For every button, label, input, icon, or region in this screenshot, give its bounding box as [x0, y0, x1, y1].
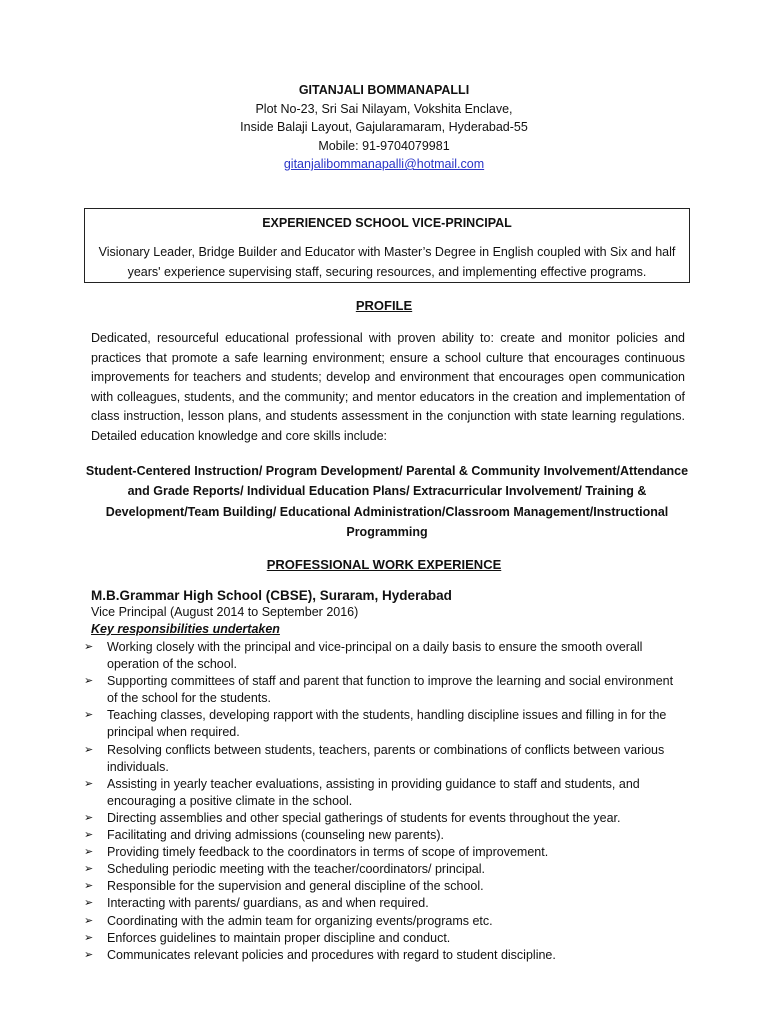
responsibility-text: Facilitating and driving admissions (counseling new parents).	[107, 828, 444, 843]
arrow-bullet-icon: ➢	[84, 863, 94, 876]
arrow-bullet-icon: ➢	[84, 897, 94, 910]
responsibility-item	[84, 861, 684, 878]
responsibility-text: Resolving conflicts between students, teachers, parents or combinations of conflicts between various individuals.	[107, 742, 665, 774]
job-role: Vice Principal (August 2014 to September 2016)	[91, 605, 359, 619]
arrow-bullet-icon: ➢	[84, 675, 94, 688]
responsibility-text: Communicates relevant policies and procedures with regard to student discipline.	[107, 947, 556, 962]
email-link[interactable]: gitanjalibommanapalli@hotmail.com	[283, 157, 485, 171]
responsibility-item	[84, 639, 684, 673]
arrow-bullet-icon: ➢	[84, 880, 94, 893]
experience-heading: PROFESSIONAL WORK EXPERIENCE	[266, 557, 502, 572]
arrow-bullet-icon: ➢	[84, 931, 94, 944]
mobile-number: Mobile: 91-9704079981	[318, 138, 450, 153]
candidate-name: GITANJALI BOMMANAPALLI	[298, 83, 470, 97]
responsibility-text: Scheduling periodic meeting with the teacher/coordinators/ principal.	[107, 862, 485, 877]
summary-box	[84, 208, 690, 283]
responsibility-item	[84, 673, 684, 707]
responsibility-item	[84, 895, 684, 912]
responsibility-text: Teaching classes, developing rapport with the students, handling discipline issues and filling in for the principal when required.	[107, 708, 667, 740]
profile-paragraph: Dedicated, resourceful educational professional with proven ability to: create and monitor policies and practices that promote a safe learning environment; ensure a school culture that encourages continuous improvements for teachers and students; develop and environment that encourages open communication with colleagues, students, and the community; and mentor educators in the creation and implementation of class instruction, lesson plans, and students assessment in the conjunction with state learning regulations. Detailed education knowledge and core skills include:	[91, 331, 685, 443]
responsibility-text: Interacting with parents/ guardians, as and when required.	[107, 896, 429, 911]
arrow-bullet-icon: ➢	[84, 829, 94, 842]
arrow-bullet-icon: ➢	[84, 777, 94, 790]
address-line-2: Inside Balaji Layout, Gajularamaram, Hyderabad-55	[240, 120, 528, 134]
responsibilities-heading: Key responsibilities undertaken	[91, 622, 280, 636]
core-skills: Student-Centered Instruction/ Program Development/ Parental & Community Involvement/Attendance and Grade Reports/ Individual Education Plans/ Extracurricular Involvement/ Training & Development/Team Building/ Educational Administration/Classroom Management/Instructional Programming	[85, 464, 689, 539]
summary-text: Visionary Leader, Bridge Builder and Educator with Master’s Degree in English coupled with Six and half years' experience supervising staff, securing resources, and implementing effective programs.	[98, 245, 676, 279]
responsibility-item	[84, 742, 684, 776]
responsibility-item	[84, 707, 684, 741]
responsibility-item	[84, 878, 684, 895]
arrow-bullet-icon: ➢	[84, 709, 94, 722]
responsibility-item	[84, 827, 684, 844]
responsibility-text: Directing assemblies and other special gatherings of students for events throughout the year.	[107, 810, 621, 825]
employer-name: M.B.Grammar High School (CBSE), Suraram, Hyderabad	[91, 588, 452, 603]
arrow-bullet-icon: ➢	[84, 914, 94, 927]
contact-header	[0, 81, 768, 174]
arrow-bullet-icon: ➢	[84, 811, 94, 824]
responsibilities-list	[84, 639, 684, 964]
responsibility-text: Assisting in yearly teacher evaluations, assisting in providing guidance to staff and students, and encouraging a positive climate in the school.	[107, 776, 640, 808]
arrow-bullet-icon: ➢	[84, 743, 94, 756]
arrow-bullet-icon: ➢	[84, 948, 94, 961]
responsibility-item	[84, 776, 684, 810]
responsibility-text: Coordinating with the admin team for organizing events/programs etc.	[107, 913, 493, 928]
summary-title: EXPERIENCED SCHOOL VICE-PRINCIPAL	[262, 216, 512, 230]
address-line-1: Plot No-23, Sri Sai Nilayam, Vokshita Enclave,	[255, 101, 513, 116]
responsibility-text: Supporting committees of staff and parent that function to improve the learning and social environment of the school for the students.	[107, 674, 674, 706]
responsibility-item	[84, 810, 684, 827]
responsibility-text: Responsible for the supervision and general discipline of the school.	[107, 879, 484, 894]
responsibility-item	[84, 947, 684, 964]
arrow-bullet-icon: ➢	[84, 846, 94, 859]
responsibility-item	[84, 913, 684, 930]
profile-heading: PROFILE	[355, 298, 413, 313]
responsibility-text: Working closely with the principal and vice-principal on a daily basis to ensure the smooth overall operation of the school.	[107, 640, 643, 672]
arrow-bullet-icon: ➢	[84, 641, 94, 653]
responsibility-item	[84, 930, 684, 947]
responsibility-text: Providing timely feedback to the coordinators in terms of scope of improvement.	[107, 845, 549, 860]
responsibility-item	[84, 844, 684, 861]
responsibility-text: Enforces guidelines to maintain proper discipline and conduct.	[107, 930, 451, 945]
